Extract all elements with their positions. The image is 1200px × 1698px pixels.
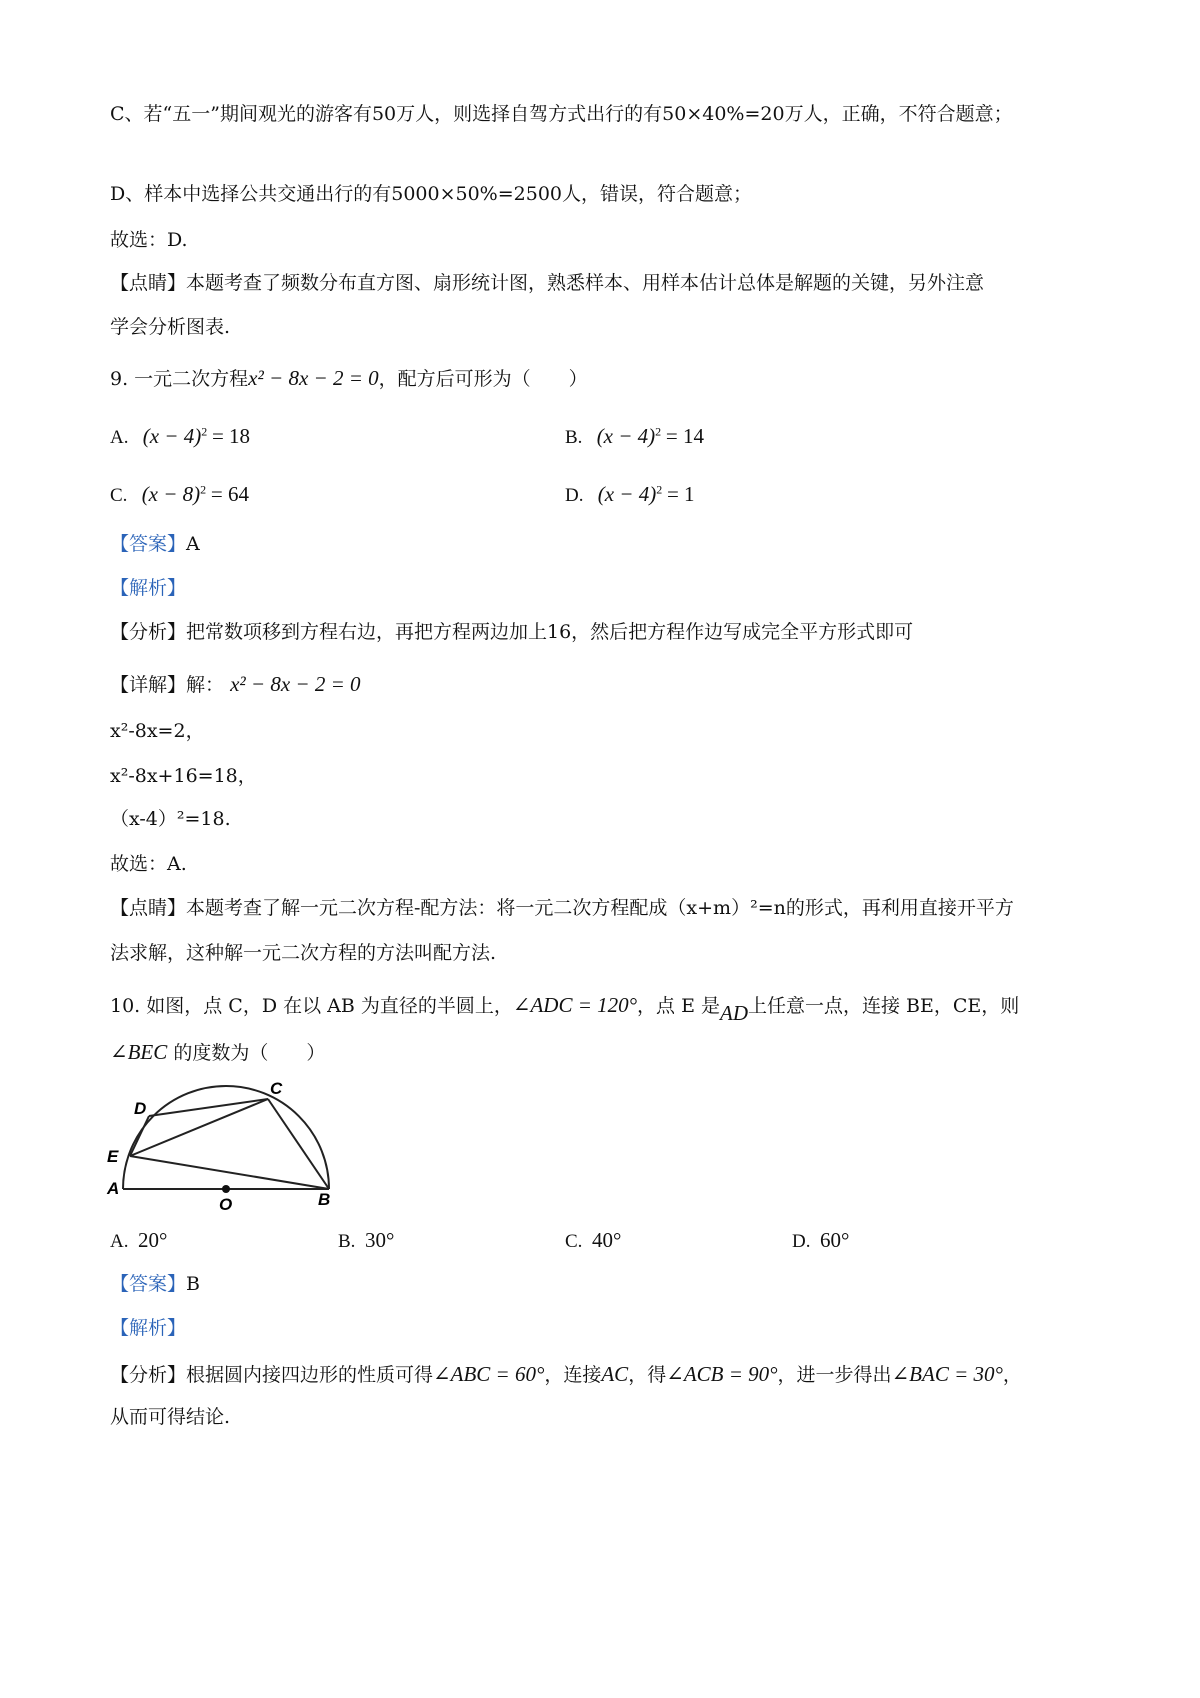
q9-analysis-tag: 【解析】 — [110, 577, 187, 599]
option-value: 60° — [819, 1228, 850, 1252]
answer-tag: 【答案】 — [110, 1273, 187, 1295]
option-label: A. — [110, 427, 129, 448]
q10-fenxi-1 — [110, 1362, 1022, 1387]
q10-fenxi-2: 从而可得结论. — [110, 1406, 231, 1428]
q9-stem-equation: x² − 8x − 2 = 0 — [248, 366, 379, 390]
q9-stem-suffix: ，配方后可形为（ ） — [378, 368, 588, 390]
fenxi-part: ，连接 — [544, 1364, 602, 1386]
label-c: C — [270, 1079, 283, 1098]
q9-fenxi: 【分析】把常数项移到方程右边，再把方程两边加上16，然后把方程作边写成完全平方形式即可 — [110, 621, 914, 643]
answer-tag: 【答案】 — [110, 533, 187, 555]
answer-value: B — [186, 1273, 200, 1295]
q9-dianjing-2: 法求解，这种解一元二次方程的方法叫配方法. — [110, 942, 497, 964]
option-label: B. — [338, 1231, 356, 1252]
semicircle-arc — [123, 1086, 329, 1189]
fenxi-angle-acb: ∠ACB = 90° — [666, 1362, 778, 1386]
q9-option-b — [565, 424, 704, 450]
option-value: 20° — [137, 1228, 168, 1252]
option-label: A. — [110, 1231, 129, 1252]
label-a: A — [107, 1179, 120, 1198]
fenxi-part: 【分析】根据圆内接四边形的性质可得 — [110, 1364, 434, 1386]
option-value: 30° — [364, 1228, 395, 1252]
prev-dianjing-line-2: 学会分析图表. — [110, 316, 231, 338]
segment-eb — [130, 1156, 329, 1189]
fenxi-part: ， — [1002, 1364, 1022, 1386]
option-label: C. — [110, 485, 128, 506]
option-base: (x − 4) — [142, 424, 202, 448]
q10-analysis-tag: 【解析】 — [110, 1317, 187, 1339]
q10-stem-2 — [110, 1040, 325, 1065]
label-o: O — [219, 1195, 233, 1214]
option-exponent: 2 — [201, 424, 208, 439]
q10-stem-arc: AD — [720, 1001, 748, 1025]
q10-stem-part: 10. 如图，点 C，D 在以 AB 为直径的半圆上， — [110, 995, 513, 1017]
option-d-explanation: D、样本中选择公共交通出行的有5000×50%=2500人，错误，符合题意； — [110, 183, 753, 205]
xiangjie-prefix: 【详解】解： — [110, 674, 225, 696]
prev-dianjing-line-1: 【点睛】本题考查了频数分布直方图、扇形统计图，熟悉样本、用样本估计总体是解题的关键，另外注意 — [110, 272, 985, 294]
fenxi-angle-bac: ∠BAC = 30° — [891, 1362, 1003, 1386]
q9-step-1: x²-8x=2， — [110, 720, 205, 742]
fenxi-part: ，得 — [628, 1364, 667, 1386]
semicircle-figure — [100, 1070, 360, 1220]
q9-xiangjie — [110, 672, 361, 697]
segment-cb — [268, 1099, 329, 1189]
option-c-explanation: C、若“五一”期间观光的游客有50万人，则选择自驾方式出行的有50×40%=20万人，正确，不符合题意； — [110, 103, 1013, 125]
q10-stem-part: 上任意一点，连接 BE，CE，则 — [748, 995, 1020, 1017]
option-label: D. — [792, 1231, 811, 1252]
option-label: B. — [565, 427, 583, 448]
q9-dianjing-1: 【点睛】本题考查了解一元二次方程-配方法：将一元二次方程配成（x+m）²=n的形式，再利用直接开平方 — [110, 897, 1014, 919]
q9-step-2: x²-8x+16=18， — [110, 765, 257, 787]
option-label: D. — [565, 485, 584, 506]
q10-option-b — [338, 1228, 394, 1254]
q10-stem-angle-bec: ∠BEC — [110, 1040, 168, 1064]
option-exponent: 2 — [656, 482, 663, 497]
q10-stem-part: 的度数为（ ） — [173, 1042, 326, 1064]
q10-option-c — [565, 1228, 621, 1254]
fenxi-segment-ac: AC — [601, 1362, 629, 1386]
option-exponent: 2 — [200, 482, 207, 497]
q10-stem-1 — [110, 993, 1020, 1025]
q10-option-a — [110, 1228, 167, 1254]
option-label: C. — [565, 1231, 583, 1252]
option-value: 40° — [591, 1228, 622, 1252]
segment-dc — [149, 1099, 268, 1116]
fenxi-part: ，进一步得出 — [777, 1364, 892, 1386]
option-rhs: = 64 — [210, 482, 250, 506]
option-exponent: 2 — [655, 424, 662, 439]
q9-option-c — [110, 482, 249, 508]
q10-answer — [110, 1273, 200, 1296]
label-b: B — [318, 1190, 331, 1209]
q9-answer — [110, 533, 200, 556]
q9-stem-prefix: 9. 一元二次方程 — [110, 368, 249, 390]
q9-option-d — [565, 482, 695, 508]
segment-ec — [130, 1099, 268, 1156]
q10-option-d — [792, 1228, 849, 1254]
option-base: (x − 8) — [141, 482, 201, 506]
label-e: E — [107, 1147, 119, 1166]
xiangjie-equation: x² − 8x − 2 = 0 — [230, 672, 361, 696]
q9-stem — [110, 366, 588, 391]
option-rhs: = 14 — [665, 424, 705, 448]
q10-stem-part: ，点 E 是 — [637, 995, 720, 1017]
q9-option-a — [110, 424, 250, 450]
center-point-o — [222, 1185, 230, 1193]
fenxi-angle-abc: ∠ABC = 60° — [433, 1362, 545, 1386]
option-rhs: = 1 — [666, 482, 695, 506]
q9-choose: 故选：A. — [110, 853, 187, 875]
label-d: D — [134, 1099, 147, 1118]
option-rhs: = 18 — [211, 424, 251, 448]
option-base: (x − 4) — [597, 482, 657, 506]
prev-choose-line: 故选：D. — [110, 229, 188, 251]
q10-stem-angle: ∠ADC = 120° — [512, 993, 638, 1017]
q9-step-3: （x-4）²=18. — [110, 808, 231, 830]
answer-value: A — [186, 533, 200, 555]
option-base: (x − 4) — [596, 424, 656, 448]
